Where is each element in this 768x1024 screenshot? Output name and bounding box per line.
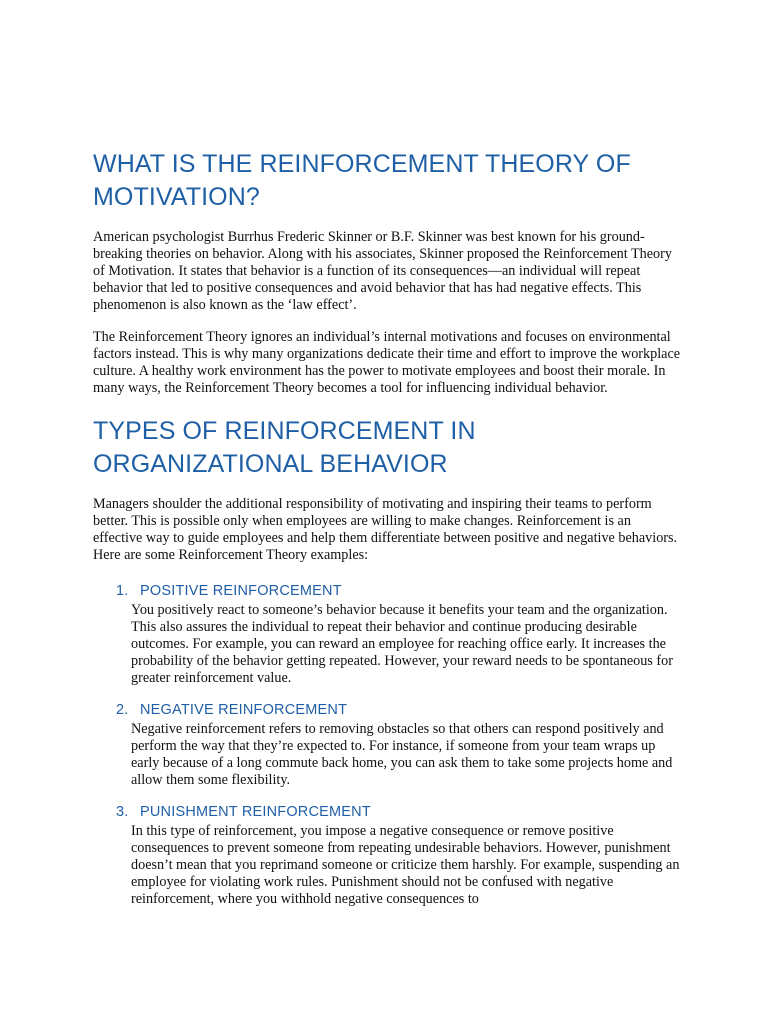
paragraph-skinner-intro: American psychologist Burrhus Frederic Skinner or B.F. Skinner was best known for his ground-breaking theories on behavior. Along with his associates, Skinner proposed the Reinforcement Theory of Motivation. It states that behavior is a function of its consequences—an individual will repeat behavior that led to positive consequences and avoid behavior that has had negative effects. This phenomenon is also known as the ‘law effect’. — [93, 229, 672, 313]
list-item-title: PUNISHMENT REINFORCEMENT — [140, 804, 371, 820]
section-heading-types-of-reinforcement: TYPES OF REINFORCEMENT IN ORGANIZATIONAL BEHAVIOR — [93, 417, 476, 478]
list-item-number: 3. — [116, 804, 129, 820]
list-item-heading — [116, 803, 683, 822]
list-item-number: 1. — [116, 583, 129, 599]
list-item-heading — [116, 701, 683, 720]
reinforcement-types-list — [93, 582, 683, 908]
list-item-body: You positively react to someone’s behavior because it benefits your team and the organization. This also assures the individual to repeat their behavior and continue producing desirable outcomes. For example, you can reward an employee for reaching office early. It increases the probability of the behavior getting repeated. However, your reward needs to be spontaneous for greater reinforcement value. — [131, 602, 673, 686]
section-heading-reinforcement-theory: WHAT IS THE REINFORCEMENT THEORY OF MOTIVATION? — [93, 150, 631, 211]
list-item-title: NEGATIVE REINFORCEMENT — [140, 702, 348, 718]
paragraph-managers-intro: Managers shoulder the additional responsibility of motivating and inspiring their teams to perform better. This is possible only when employees are willing to make changes. Reinforcement is an effective way to guide employees and help them differentiate between positive and negative behaviors. Here are some Reinforcement Theory examples: — [93, 496, 678, 563]
list-item-body: Negative reinforcement refers to removing obstacles so that others can respond positively and perform the way that they’re expected to. For instance, if someone from your team wraps up early because of a long commute back home, you can ask them to take some projects home and allow them some flexibility. — [131, 721, 673, 788]
list-item-negative-reinforcement — [93, 701, 683, 789]
list-item-positive-reinforcement — [93, 582, 683, 687]
list-item-punishment-reinforcement — [93, 803, 683, 908]
paragraph-environment-factors: The Reinforcement Theory ignores an individual’s internal motivations and focuses on environmental factors instead. This is why many organizations dedicate their time and effort to improve the workplace culture. A healthy work environment has the power to motivate employees and boost their morale. In many ways, the Reinforcement Theory becomes a tool for influencing individual behavior. — [93, 329, 681, 396]
list-item-heading — [116, 582, 683, 601]
list-item-body: In this type of reinforcement, you impose a negative consequence or remove positive consequences to prevent someone from repeating undesirable behaviors. However, punishment doesn’t mean that you reprimand someone or criticize them harshly. For example, suspending an employee for violating work rules. Punishment should not be confused with negative reinforcement, where you withhold negative consequences to — [131, 823, 680, 907]
list-item-title: POSITIVE REINFORCEMENT — [140, 583, 342, 599]
document-content — [93, 148, 683, 922]
list-item-number: 2. — [116, 702, 129, 718]
